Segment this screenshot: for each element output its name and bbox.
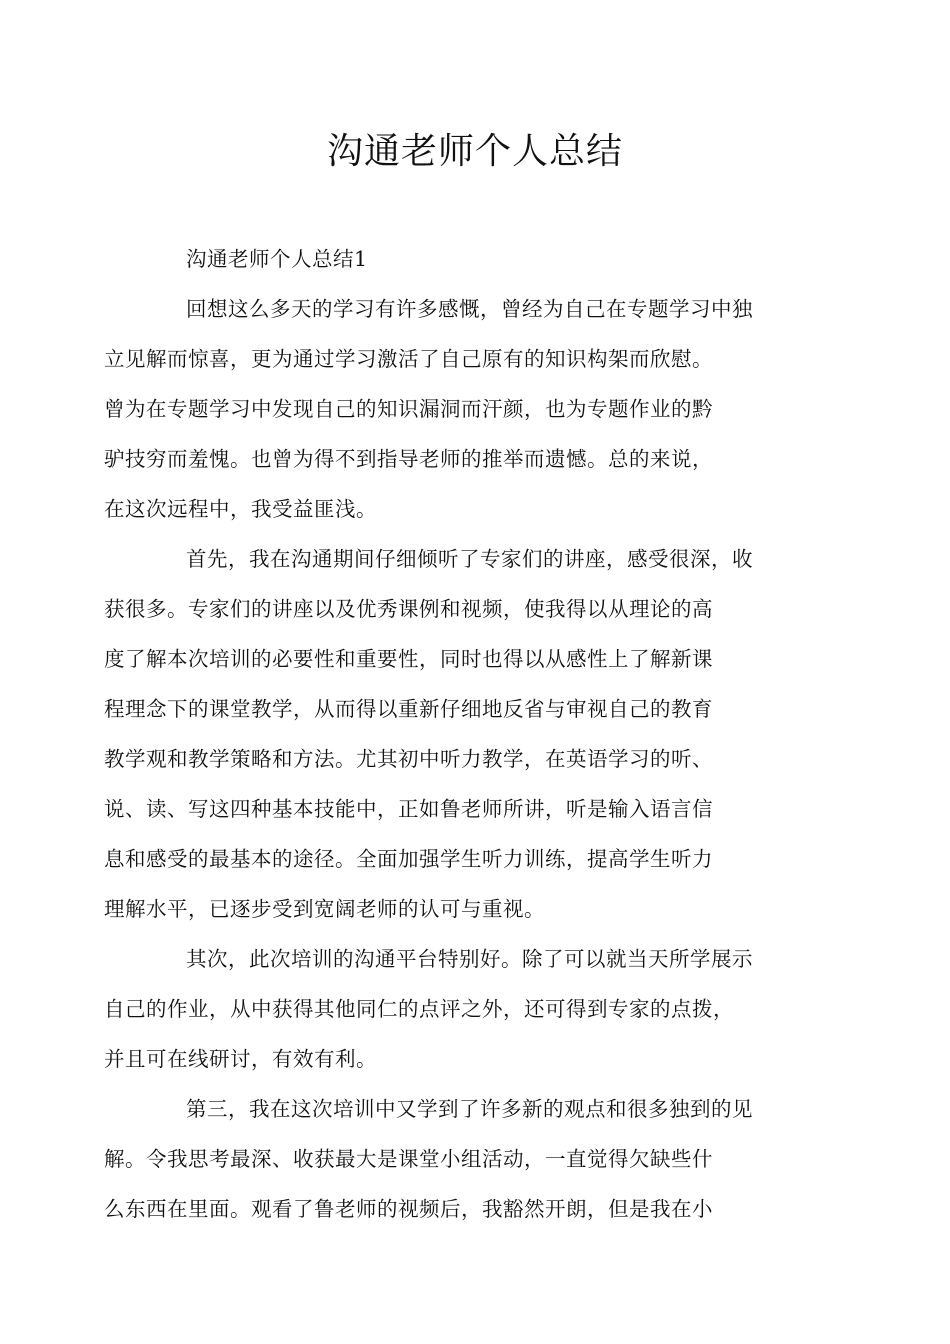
paragraph-line: 第三，我在这次培训中又学到了许多新的观点和很多独到的见	[186, 1097, 753, 1121]
paragraph-line: 程理念下的课堂教学，从而得以重新仔细地反省与审视自己的教育	[104, 697, 713, 721]
paragraph-1	[104, 284, 825, 534]
paragraph-line: 息和感受的最基本的途径。全面加强学生听力训练，提高学生听力	[104, 847, 713, 871]
paragraph-line: 回想这么多天的学习有许多感慨，曾经为自己在专题学习中独	[186, 297, 753, 321]
paragraph-line: 在这次远程中，我受益匪浅。	[104, 497, 377, 521]
paragraph-line: 度了解本次培训的必要性和重要性，同时也得以从感性上了解新课	[104, 647, 713, 671]
paragraph-line: 驴技穷而羞愧。也曾为得不到指导老师的推举而遗憾。总的来说，	[104, 447, 713, 471]
document-title: 沟通老师个人总结	[326, 131, 623, 172]
paragraph-line: 理解水平，已逐步受到宽阔老师的认可与重视。	[104, 897, 545, 921]
paragraph-4	[104, 1084, 825, 1234]
paragraph-line: 获很多。专家们的讲座以及优秀课例和视频，使我得以从理论的高	[104, 597, 713, 621]
paragraph-line: 其次，此次培训的沟通平台特别好。除了可以就当天所学展示	[186, 947, 753, 971]
document-body	[104, 234, 825, 1234]
paragraph-line: 自己的作业，从中获得其他同仁的点评之外，还可得到专家的点拨，	[104, 997, 734, 1021]
paragraph-line: 并且可在线研讨，有效有利。	[104, 1047, 377, 1071]
section-heading: 沟通老师个人总结1	[186, 247, 368, 271]
paragraph-2	[104, 534, 825, 934]
paragraph-3	[104, 934, 825, 1084]
paragraph-line: 首先，我在沟通期间仔细倾听了专家们的讲座，感受很深，收	[186, 547, 753, 571]
paragraph-line: 曾为在专题学习中发现自己的知识漏洞而汗颜，也为专题作业的黔	[104, 397, 713, 421]
paragraph-line: 教学观和教学策略和方法。尤其初中听力教学，在英语学习的听、	[104, 747, 713, 771]
paragraph-line: 立见解而惊喜，更为通过学习激活了自己原有的知识构架而欣慰。	[104, 347, 713, 371]
paragraph-line: 么东西在里面。观看了鲁老师的视频后，我豁然开朗，但是我在小	[104, 1197, 713, 1221]
paragraph-line: 说、读、写这四种基本技能中，正如鲁老师所讲，听是输入语言信	[104, 797, 713, 821]
paragraph-line: 解。令我思考最深、收获最大是课堂小组活动，一直觉得欠缺些什	[104, 1147, 713, 1171]
